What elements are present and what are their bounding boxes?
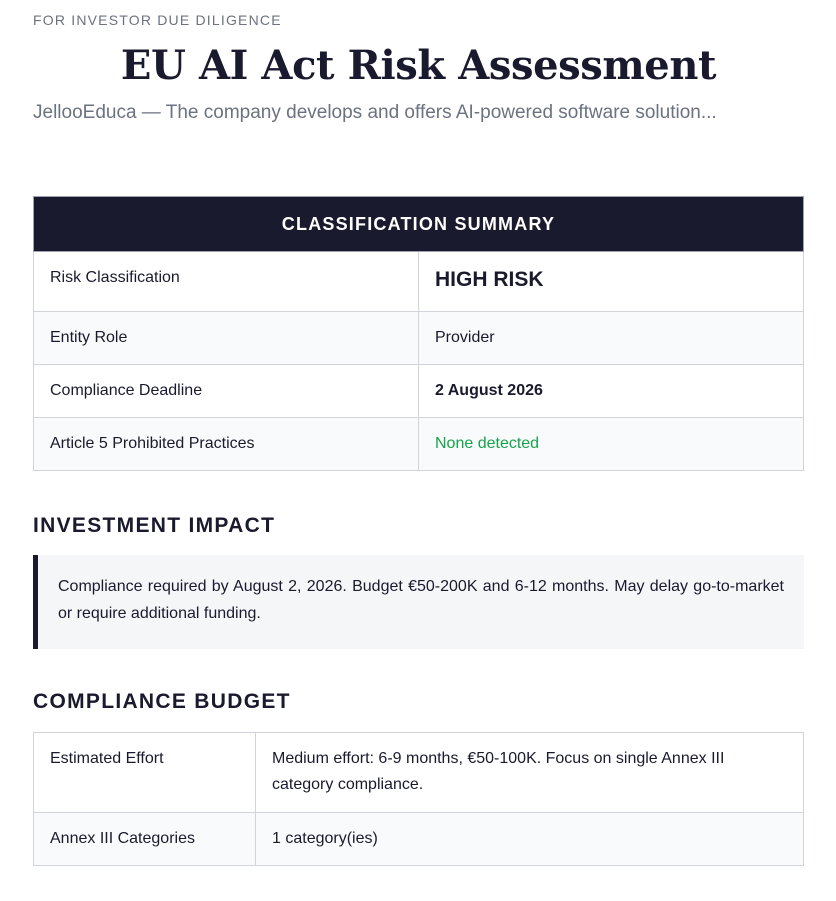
company-subtitle: JellooEduca — The company develops and offers AI-powered software solution... bbox=[33, 102, 717, 123]
prohibited-practices-value: None detected bbox=[435, 435, 540, 452]
investment-impact-callout: Compliance required by August 2, 2026. Budget €50-200K and 6-12 months. May delay go-to-market or require additional funding. bbox=[33, 555, 804, 649]
summary-row-entity-role bbox=[34, 312, 804, 365]
risk-classification-value: HIGH RISK bbox=[435, 268, 544, 291]
risk-classification-label: Risk Classification bbox=[34, 252, 419, 312]
summary-row-compliance-deadline bbox=[34, 365, 804, 418]
entity-role-label: Entity Role bbox=[34, 312, 419, 365]
budget-row-estimated-effort bbox=[34, 733, 804, 813]
compliance-deadline-value: 2 August 2026 bbox=[435, 382, 543, 399]
compliance-deadline-label: Compliance Deadline bbox=[34, 365, 419, 418]
estimated-effort-value: Medium effort: 6-9 months, €50-100K. Focus on single Annex III category compliance. bbox=[256, 733, 804, 813]
entity-role-value: Provider bbox=[419, 312, 804, 365]
classification-summary-table bbox=[33, 196, 804, 471]
risk-classification-cell bbox=[419, 252, 804, 312]
budget-row-annex-categories bbox=[34, 813, 804, 866]
summary-row-risk-classification bbox=[34, 252, 804, 312]
annex-categories-label: Annex III Categories bbox=[34, 813, 256, 866]
compliance-budget-table bbox=[33, 732, 804, 866]
investment-impact-heading: INVESTMENT IMPACT bbox=[33, 514, 276, 537]
page-title: EU AI Act Risk Assessment bbox=[120, 42, 717, 89]
summary-table-heading: CLASSIFICATION SUMMARY bbox=[34, 197, 804, 252]
summary-row-prohibited-practices bbox=[34, 418, 804, 471]
prohibited-practices-cell bbox=[419, 418, 804, 471]
compliance-deadline-cell bbox=[419, 365, 804, 418]
report-page bbox=[33, 0, 804, 847]
annex-categories-value: 1 category(ies) bbox=[256, 813, 804, 866]
compliance-budget-heading: COMPLIANCE BUDGET bbox=[33, 690, 291, 713]
prohibited-practices-label: Article 5 Prohibited Practices bbox=[34, 418, 419, 471]
audience-label: FOR INVESTOR DUE DILIGENCE bbox=[33, 12, 282, 28]
estimated-effort-label: Estimated Effort bbox=[34, 733, 256, 813]
